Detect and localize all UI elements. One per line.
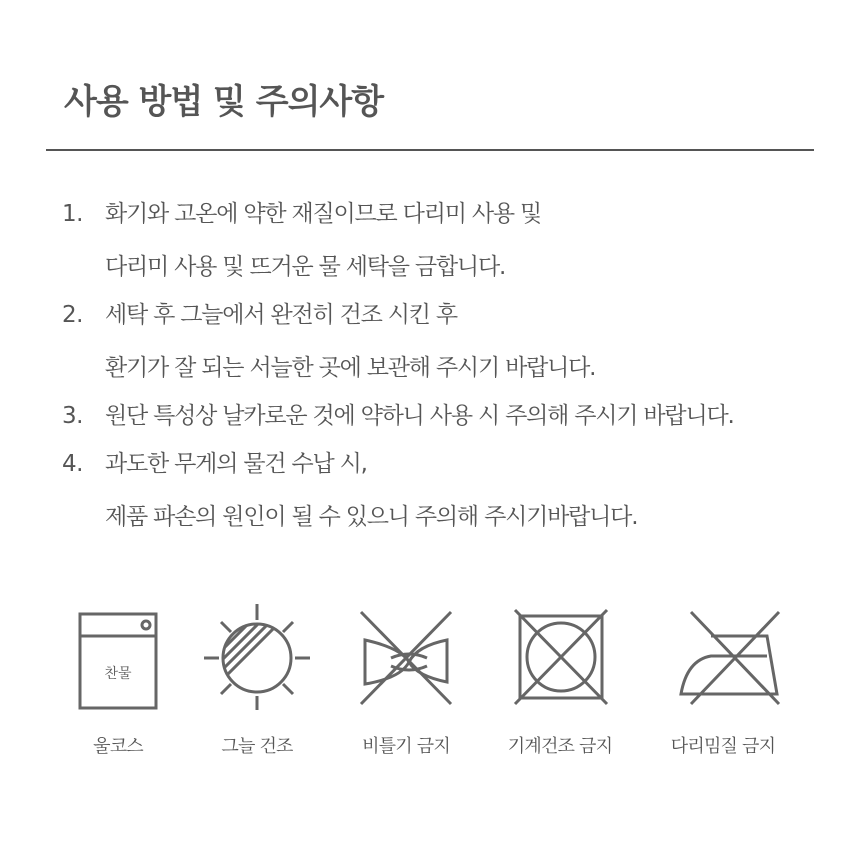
care-caption: 기계건조 금지 (507, 736, 613, 757)
note-item (62, 297, 832, 387)
note-number: 2. (62, 302, 83, 328)
note-line: 과도한 무게의 물건 수납 시, (105, 451, 367, 477)
no-tumble-dry-icon (505, 600, 615, 710)
page-title: 사용 방법 및 주의사항 (64, 82, 384, 122)
no-iron-icon (663, 600, 783, 710)
shade-dry-icon (202, 600, 312, 710)
washing-machine-icon (68, 600, 168, 710)
care-icons-row (0, 600, 860, 780)
note-item (62, 446, 832, 536)
note-line: 다리미 사용 및 뜨거운 물 세탁을 금합니다. (105, 254, 506, 280)
note-line: 원단 특성상 날카로운 것에 약하니 사용 시 주의해 주시기 바랍니다. (105, 403, 734, 429)
care-caption: 다리밈질 금지 (670, 736, 776, 757)
care-item-no-wring (331, 600, 481, 758)
note-line: 세탁 후 그늘에서 완전히 건조 시킨 후 (105, 302, 457, 328)
care-item-wool-course (43, 600, 193, 758)
note-number: 1. (62, 201, 83, 227)
care-caption: 비틀기 금지 (362, 736, 450, 757)
care-item-shade-dry (182, 600, 332, 758)
no-wring-icon (351, 600, 461, 710)
note-number: 3. (62, 403, 83, 429)
note-line: 화기와 고온에 약한 재질이므로 다리미 사용 및 (105, 201, 542, 227)
care-item-no-iron (648, 600, 798, 758)
note-line: 제품 파손의 원인이 될 수 있으니 주의해 주시기바랍니다. (105, 504, 638, 530)
notes-list (62, 196, 832, 547)
care-caption: 그늘 건조 (221, 736, 293, 757)
note-item (62, 196, 832, 286)
title-divider (46, 149, 814, 151)
note-number: 4. (62, 451, 83, 477)
washing-machine-label: 찬물 (104, 666, 132, 682)
care-caption: 울코스 (93, 736, 143, 757)
care-item-no-tumble-dry (485, 600, 635, 758)
note-line: 환기가 잘 되는 서늘한 곳에 보관해 주시기 바랍니다. (105, 355, 596, 381)
note-item (62, 398, 832, 435)
